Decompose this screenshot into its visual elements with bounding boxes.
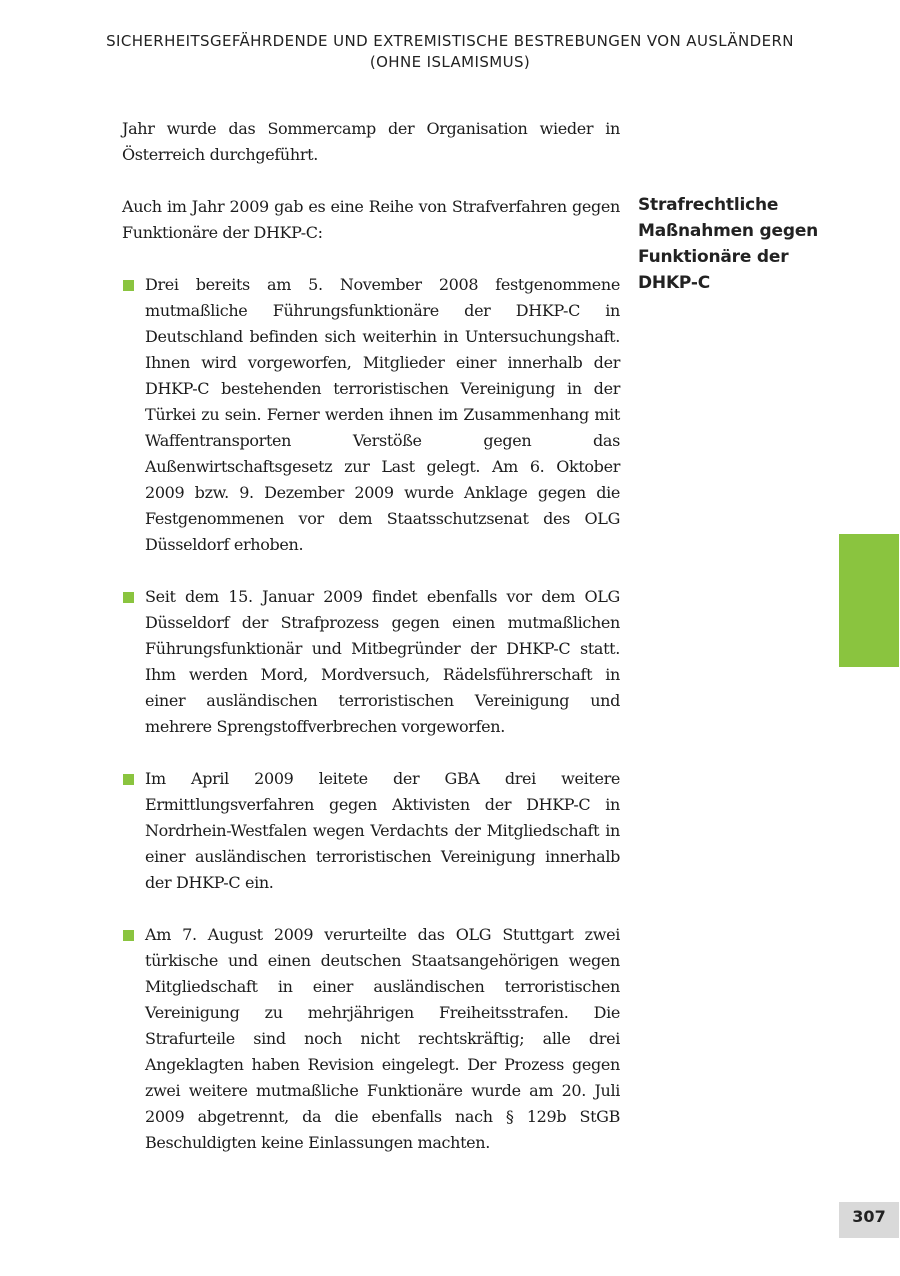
chapter-thumb-tab: [839, 534, 899, 667]
list-item: [122, 272, 620, 558]
main-text-column: [122, 116, 620, 1182]
running-header: [60, 31, 840, 73]
list-item-text: Drei bereits am 5. November 2008 festgenommene mutmaßliche Führungsfunktionäre der DHKP-C in Deutschland befinden sich weiterhin in Untersuchungshaft. Ihnen wird vorgeworfen, Mitglieder einer innerhalb der DHKP-C bestehenden terroristischen Vereinigung in der Türkei zu sein. Ferner werden ihnen im Zusammenhang mit Waffentransporten Verstöße gegen das Außenwirtschaftsgesetz zur Last gelegt. Am 6. Oktober 2009 bzw. 9. Dezember 2009 wurde Anklage gegen die Festgenommenen vor dem Staatsschutzsenat des OLG Düsseldorf erhoben.: [145, 275, 620, 554]
square-bullet-icon: [123, 774, 134, 785]
list-item-text: Im April 2009 leitete der GBA drei weitere Ermittlungsverfahren gegen Aktivisten der DHKP-C in Nordrhein-Westfalen wegen Verdachts der Mitgliedschaft in einer ausländischen terroristischen Vereinigung innerhalb der DHKP-C ein.: [145, 769, 620, 892]
bullet-list: [122, 272, 620, 1156]
list-item-text: Am 7. August 2009 verurteilte das OLG Stuttgart zwei türkische und einen deutschen Staatsangehörigen wegen Mitgliedschaft in einer ausländischen terroristischen Vereinigung zu mehrjährigen Freiheitsstrafen. Die Strafurteile sind noch nicht rechtskräftig; alle drei Angeklagten haben Revision eingelegt. Der Prozess gegen zwei weitere mutmaßliche Funktionäre wurde am 20. Juli 2009 abgetrennt, da die ebenfalls nach § 129b StGB Beschuldigten keine Einlassungen machten.: [145, 925, 620, 1152]
list-item: [122, 922, 620, 1156]
list-item: [122, 766, 620, 896]
margin-heading: Strafrechtliche Maßnahmen gegen Funktionäre der DHKP-C: [638, 195, 819, 293]
running-header-line-1: SICHERHEITSGEFÄHRDENDE UND EXTREMISTISCHE BESTREBUNGEN VON AUSLÄNDERN: [106, 32, 794, 50]
page-number: 307: [839, 1202, 899, 1238]
list-item-text: Seit dem 15. Januar 2009 findet ebenfalls vor dem OLG Düsseldorf der Strafprozess gegen einen mutmaßlichen Führungsfunktionär und Mitbegründer der DHKP-C statt. Ihm werden Mord, Mordversuch, Rädelsführerschaft in einer ausländischen terroristischen Vereinigung und mehrere Sprengstoffverbrechen vorgeworfen.: [145, 587, 620, 736]
square-bullet-icon: [123, 930, 134, 941]
intro-paragraph: Jahr wurde das Sommercamp der Organisation wieder in Österreich durchgeführt.: [122, 119, 620, 164]
running-header-line-2: (OHNE ISLAMISMUS): [369, 53, 531, 71]
square-bullet-icon: [123, 280, 134, 291]
lead-paragraph: Auch im Jahr 2009 gab es eine Reihe von Strafverfahren gegen Funktionäre der DHKP-C:: [122, 197, 620, 242]
list-item: [122, 584, 620, 740]
square-bullet-icon: [123, 592, 134, 603]
